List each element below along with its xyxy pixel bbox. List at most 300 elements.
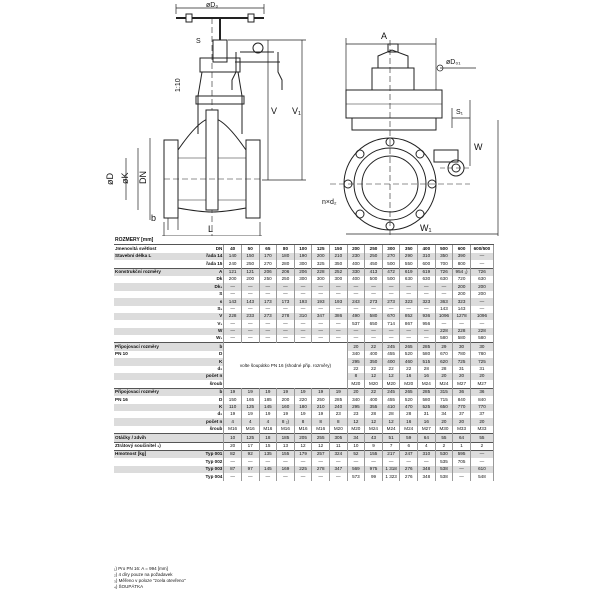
table-cell: 43: [365, 434, 383, 442]
row-label: [114, 426, 191, 434]
table-cell: 245: [382, 388, 400, 396]
table-cell: 12: [312, 442, 330, 450]
table-cell: 867: [400, 320, 418, 327]
table-cell: 726: [435, 268, 453, 276]
table-cell: 34: [435, 411, 453, 418]
label-w: W: [474, 142, 483, 152]
table-cell: M16: [259, 426, 277, 434]
table-cell: 525: [418, 404, 436, 411]
table-cell: 538: [435, 473, 453, 480]
table-row: [114, 418, 494, 425]
table-row: [114, 450, 494, 458]
table-cell: 350: [365, 358, 383, 365]
table-cell: 252: [329, 268, 347, 276]
table-cell: 580: [418, 351, 436, 358]
table-cell: 37: [453, 411, 471, 418]
table-cell: 19: [312, 388, 330, 396]
table-cell: 29: [435, 343, 453, 351]
table-header-cell: 40: [224, 245, 242, 253]
table-cell: 720: [453, 276, 471, 283]
table-cell: 470: [400, 404, 418, 411]
table-header-cell: 50: [241, 245, 259, 253]
table-cell: 323: [400, 298, 418, 305]
table-cell: 340: [347, 396, 365, 403]
table-cell: 37: [470, 411, 493, 418]
table-cell: 19: [224, 411, 242, 418]
label-d0: øD₀: [206, 2, 219, 9]
table-cell: 278: [312, 466, 330, 473]
table-cell: 145: [259, 404, 277, 411]
row-label: [114, 298, 191, 305]
table-cell: 300: [312, 276, 330, 283]
label-s: S: [196, 38, 201, 45]
table-cell: 16: [418, 373, 436, 380]
table-cell: M16: [312, 426, 330, 434]
table-cell: —: [382, 328, 400, 335]
table-cell: 348: [418, 466, 436, 473]
table-cell: —: [259, 473, 277, 480]
table-title: ROZMĚRY [mm]: [114, 237, 494, 245]
table-cell: 31: [470, 366, 493, 373]
row-label: [114, 458, 191, 465]
table-cell: 31: [453, 366, 471, 373]
table-cell: 535: [435, 458, 453, 465]
table-cell: —: [347, 328, 365, 335]
table-cell: 548: [470, 473, 493, 480]
table-cell: 520: [400, 396, 418, 403]
table-cell: —: [259, 328, 277, 335]
table-cell: 59: [400, 434, 418, 442]
table-cell: 630: [418, 276, 436, 283]
table-cell: —: [294, 320, 312, 327]
table-cell: 20: [453, 373, 471, 380]
table-cell: 10: [224, 434, 242, 442]
row-sublabel: W: [191, 328, 224, 335]
table-cell: 330: [347, 268, 365, 276]
table-cell: 1278: [453, 313, 471, 320]
table-cell: 121: [241, 268, 259, 276]
table-cell: 500: [382, 276, 400, 283]
table-cell: 340: [347, 351, 365, 358]
label-a: A: [381, 31, 388, 41]
table-cell: 19: [312, 411, 330, 418]
table-row: [114, 466, 494, 473]
table-cell: —: [329, 283, 347, 290]
table-cell: 23: [347, 411, 365, 418]
table-cell: 455: [382, 351, 400, 358]
table-cell: 193: [294, 298, 312, 305]
table-cell: 8: [329, 418, 347, 425]
table-cell: 595: [453, 450, 471, 458]
table-cell: 20: [347, 343, 365, 351]
table-cell: 670: [435, 351, 453, 358]
table-cell: 28: [400, 411, 418, 418]
table-cell: 400: [365, 351, 383, 358]
table-cell: 7: [382, 442, 400, 450]
table-cell: —: [329, 320, 347, 327]
table-cell: 28: [365, 411, 383, 418]
table-cell: 20: [347, 388, 365, 396]
table-cell: M20: [365, 380, 383, 388]
table-cell: 450: [365, 260, 383, 268]
table-cell: 580: [470, 335, 493, 343]
table-cell: —: [418, 291, 436, 298]
table-cell: —: [259, 283, 277, 290]
table-cell: 12: [347, 418, 365, 425]
table-header-cell: DN: [191, 245, 224, 253]
table-cell: 16: [400, 373, 418, 380]
table-cell: —: [400, 335, 418, 343]
table-cell: —: [312, 458, 330, 465]
table-cell: 1096: [470, 313, 493, 320]
table-cell: 280: [277, 260, 295, 268]
table-cell: 180: [294, 404, 312, 411]
table-header-cell: Jmenovitá světlost: [114, 245, 191, 253]
table-header-cell: 250: [365, 245, 383, 253]
table-cell: 22: [382, 366, 400, 373]
table-cell: —: [347, 306, 365, 313]
table-cell: —: [453, 320, 471, 327]
table-cell: 250: [277, 276, 295, 283]
table-cell: —: [241, 458, 259, 465]
table-cell: 538: [435, 466, 453, 473]
table-cell: —: [365, 335, 383, 343]
table-cell: 16: [418, 418, 436, 425]
table-cell: 125: [241, 434, 259, 442]
table-cell: —: [312, 328, 330, 335]
table-cell: 82: [224, 450, 242, 458]
row-label: [114, 473, 191, 480]
table-cell: 12: [382, 418, 400, 425]
row-sublabel: řada 14: [191, 253, 224, 260]
table-cell: —: [365, 283, 383, 290]
table-cell: 323: [418, 298, 436, 305]
table-cell: —: [259, 306, 277, 313]
table-cell: M24: [400, 426, 418, 434]
row-sublabel: K: [191, 358, 224, 365]
table-cell: 20: [453, 418, 471, 425]
table-cell: 4: [241, 418, 259, 425]
table-cell: 34: [347, 434, 365, 442]
table-cell: —: [224, 306, 242, 313]
table-cell: M24: [382, 426, 400, 434]
table-cell: —: [400, 291, 418, 298]
row-label: [114, 404, 191, 411]
table-cell: —: [277, 328, 295, 335]
row-sublabel: d₂: [191, 411, 224, 418]
table-cell: 400: [347, 260, 365, 268]
table-cell: M16: [241, 426, 259, 434]
row-label: Ztrátový součinitel ₃): [114, 442, 191, 450]
table-cell: 193: [329, 298, 347, 305]
table-cell: 305: [329, 434, 347, 442]
table-cell: 179: [294, 450, 312, 458]
table-cell: 257: [312, 450, 330, 458]
table-row: [114, 434, 494, 442]
table-cell: 20: [435, 418, 453, 425]
table-cell: 323: [453, 298, 471, 305]
row-sublabel: počet n: [191, 418, 224, 425]
table-cell: 217: [382, 450, 400, 458]
table-cell: 200: [453, 283, 471, 290]
label-d: øD: [105, 173, 115, 185]
table-cell: 180: [277, 253, 295, 260]
table-row: [114, 291, 494, 298]
right-valve-body: [330, 40, 470, 236]
table-cell: 110: [224, 404, 242, 411]
row-label: [114, 358, 191, 365]
table-row: [114, 320, 494, 327]
table-cell: —: [224, 473, 242, 480]
table-cell: —: [418, 283, 436, 290]
row-label: [114, 411, 191, 418]
table-cell: —: [365, 328, 383, 335]
table-cell: —: [400, 283, 418, 290]
table-header-cell: 500: [435, 245, 453, 253]
table-cell: 233: [241, 313, 259, 320]
table-cell: 770: [470, 404, 493, 411]
table-cell: 300: [329, 276, 347, 283]
valve-technical-drawing: [0, 0, 600, 236]
table-row: [114, 276, 494, 283]
table-cell: 265: [400, 343, 418, 351]
table-cell: 206: [294, 268, 312, 276]
table-cell: —: [470, 306, 493, 313]
label-k: øK: [120, 172, 130, 184]
table-cell: 22: [365, 343, 383, 351]
table-cell: 619: [418, 268, 436, 276]
table-header-cell: 200: [347, 245, 365, 253]
table-cell: 169: [277, 466, 295, 473]
table-cell: 954 ₁): [453, 268, 471, 276]
table-cell: —: [329, 328, 347, 335]
table-cell: 400: [382, 358, 400, 365]
table-cell: —: [277, 458, 295, 465]
table-cell: 28: [418, 366, 436, 373]
table-cell: 670: [382, 313, 400, 320]
row-sublabel: D: [191, 351, 224, 358]
row-label: Připojovací rozměry: [114, 388, 191, 396]
table-cell: —: [241, 283, 259, 290]
table-cell: M24: [418, 380, 436, 388]
row-label: [114, 373, 191, 380]
table-cell: 8: [347, 373, 365, 380]
table-cell: 619: [400, 268, 418, 276]
table-row: [114, 328, 494, 335]
table-cell: 22: [347, 366, 365, 373]
table-cell: 348: [418, 473, 436, 480]
table-cell: 135: [259, 450, 277, 458]
table-row: [114, 343, 494, 351]
table-cell: —: [435, 291, 453, 298]
table-cell: 250: [259, 276, 277, 283]
table-cell: 20: [470, 373, 493, 380]
table-cell: 12: [294, 442, 312, 450]
table-cell: 347: [312, 313, 330, 320]
table-cell: 205: [294, 434, 312, 442]
table-cell: —: [382, 291, 400, 298]
table-cell: 725: [453, 358, 471, 365]
table-cell: M24: [365, 426, 383, 434]
footnotes: [114, 566, 494, 590]
table-cell: 10: [347, 442, 365, 450]
table-cell: 270: [382, 253, 400, 260]
table-cell: —: [259, 335, 277, 343]
table-cell: 31: [418, 411, 436, 418]
table-row: [114, 268, 494, 276]
table-cell: 255: [312, 434, 330, 442]
table-cell: 276: [400, 466, 418, 473]
table-cell: 460: [400, 358, 418, 365]
table-row: [114, 283, 494, 290]
table-cell: 228: [435, 328, 453, 335]
table-cell: 64: [453, 434, 471, 442]
table-cell: 140: [224, 253, 242, 260]
table-cell: 230: [347, 253, 365, 260]
table-cell: —: [470, 458, 493, 465]
table-cell: 143: [435, 306, 453, 313]
table-cell: 520: [400, 351, 418, 358]
table-cell: 121: [224, 268, 242, 276]
table-cell: 220: [294, 396, 312, 403]
table-header-cell: 150: [329, 245, 347, 253]
table-cell: 569: [347, 466, 365, 473]
table-cell: 620: [435, 358, 453, 365]
table-cell: 4: [224, 418, 242, 425]
row-sublabel: Dk₁: [191, 283, 224, 290]
table-row: [114, 298, 494, 305]
row-sublabel: K: [191, 404, 224, 411]
table-cell: 630: [435, 276, 453, 283]
table-cell: M20: [382, 380, 400, 388]
table-cell: —: [277, 283, 295, 290]
table-cell: 206: [259, 268, 277, 276]
row-label: Konstrukční rozměry: [114, 268, 191, 276]
table-row: [114, 388, 494, 396]
table-cell: 19: [241, 388, 259, 396]
table-cell: 295: [347, 404, 365, 411]
table-header-cell: 300: [382, 245, 400, 253]
table-cell: 324: [329, 450, 347, 458]
table-cell: —: [224, 320, 242, 327]
table-cell: 472: [382, 268, 400, 276]
table-cell: —: [277, 291, 295, 298]
table-cell: 9: [365, 442, 383, 450]
table-cell: 64: [418, 434, 436, 442]
table-cell: 20: [470, 418, 493, 425]
table-cell: M33: [453, 426, 471, 434]
table-cell: 250: [365, 253, 383, 260]
row-label: Hmotnost [kg]: [114, 450, 191, 458]
table-header-row: [114, 245, 494, 253]
table-cell: 780: [453, 351, 471, 358]
table-cell: 1: [453, 442, 471, 450]
table-cell: —: [400, 328, 418, 335]
table-cell: 12: [382, 373, 400, 380]
table-cell: —: [259, 291, 277, 298]
table-cell: 92: [241, 450, 259, 458]
table-cell: —: [347, 291, 365, 298]
table-cell: M16: [224, 426, 242, 434]
table-cell: M20: [347, 380, 365, 388]
table-header-cell: 350: [400, 245, 418, 253]
table-cell: 22: [365, 388, 383, 396]
table-cell: 300: [294, 260, 312, 268]
row-sublabel: d₂: [191, 366, 224, 373]
table-cell: 170: [259, 253, 277, 260]
table-cell: —: [294, 291, 312, 298]
table-cell: 185: [259, 396, 277, 403]
table-cell: 1 323: [382, 473, 400, 480]
table-cell: —: [347, 283, 365, 290]
label-v1: V₁: [292, 106, 302, 116]
table-cell: 155: [277, 450, 295, 458]
row-sublabel: V: [191, 313, 224, 320]
row-label: [114, 291, 191, 298]
table-cell: 285: [418, 343, 436, 351]
table-cell: 145: [259, 466, 277, 473]
table-cell: —: [453, 473, 471, 480]
dimensions-table: [114, 237, 494, 481]
label-nd2: n×d₂: [322, 199, 337, 206]
table-cell: 200: [312, 253, 330, 260]
table-cell: —: [382, 335, 400, 343]
table-cell: 36: [453, 388, 471, 396]
table-cell: 15: [259, 442, 277, 450]
table-cell: 200: [470, 283, 493, 290]
table-cell: 285: [329, 396, 347, 403]
table-cell: 19: [277, 411, 295, 418]
row-sublabel: W₁: [191, 335, 224, 343]
row-sublabel: b: [191, 388, 224, 396]
table-cell: 28: [382, 411, 400, 418]
row-label: [114, 260, 191, 268]
table-cell: 500: [365, 276, 383, 283]
table-cell: 310: [418, 253, 436, 260]
table-cell: —: [435, 283, 453, 290]
table-cell: M30: [435, 426, 453, 434]
row-label: [114, 466, 191, 473]
table-cell: —: [277, 306, 295, 313]
table-cell: —: [470, 320, 493, 327]
table-cell: 193: [312, 298, 330, 305]
table-cell: 455: [382, 396, 400, 403]
table-cell: 290: [400, 253, 418, 260]
table-cell: 143: [453, 306, 471, 313]
table-cell: 936: [418, 313, 436, 320]
table-cell: 573: [347, 473, 365, 480]
row-sublabel: šroub: [191, 380, 224, 388]
row-sublabel: Dk: [191, 276, 224, 283]
table-row: [114, 396, 494, 403]
table-cell: 347: [329, 466, 347, 473]
table-cell: 780: [470, 351, 493, 358]
table-header-cell: 100: [294, 245, 312, 253]
label-v: V: [271, 106, 278, 116]
table-cell: 714: [382, 320, 400, 327]
table-header-cell: 80: [277, 245, 295, 253]
table-cell: 228: [470, 328, 493, 335]
row-label: [114, 335, 191, 343]
row-label: Otáčky / zdvih: [114, 434, 191, 442]
table-cell: M20: [347, 426, 365, 434]
table-cell: 413: [365, 268, 383, 276]
table-cell: —: [418, 306, 436, 313]
row-sublabel: S: [191, 291, 224, 298]
table-cell: 228: [312, 268, 330, 276]
table-cell: —: [470, 450, 493, 458]
table-cell: 173: [277, 298, 295, 305]
